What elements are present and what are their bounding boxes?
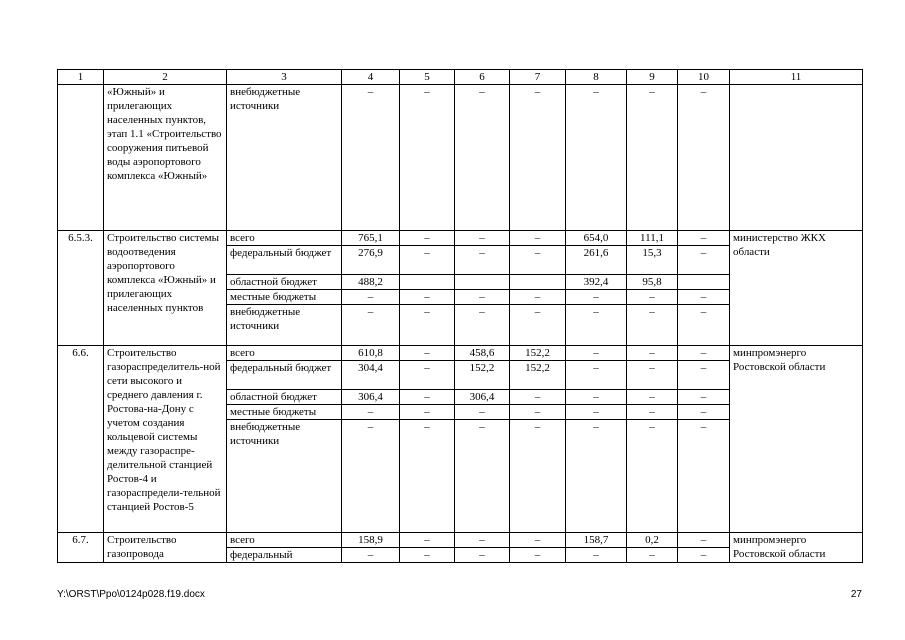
- funding-source: всего: [227, 346, 342, 361]
- value-cell: –: [627, 290, 678, 305]
- table-row: [58, 85, 863, 231]
- responsible: минпромэнерго Ростовской области: [730, 346, 863, 533]
- col-header: 7: [510, 70, 566, 85]
- value-cell: –: [510, 305, 566, 346]
- value-cell: –: [455, 246, 510, 275]
- funding-source: внебюджетные источники: [227, 85, 342, 231]
- item-description: Строительство системы водоотведения аэропортового комплекса «Южный» и прилегающих населенных пунктов: [104, 231, 227, 346]
- value-cell: 488,2: [342, 275, 400, 290]
- value-cell: –: [678, 548, 730, 563]
- value-cell: –: [510, 405, 566, 420]
- value-cell: 95,8: [627, 275, 678, 290]
- value-cell: 15,3: [627, 246, 678, 275]
- value-cell: –: [342, 305, 400, 346]
- table-row: [58, 533, 863, 548]
- value-cell: 610,8: [342, 346, 400, 361]
- value-cell: –: [566, 305, 627, 346]
- value-cell: –: [678, 346, 730, 361]
- value-cell: –: [678, 246, 730, 275]
- value-cell: 152,2: [455, 361, 510, 390]
- value-cell: –: [627, 346, 678, 361]
- value-cell: 765,1: [342, 231, 400, 246]
- table-row: [58, 231, 863, 246]
- value-cell: –: [455, 231, 510, 246]
- value-cell: –: [627, 390, 678, 405]
- value-cell: –: [678, 231, 730, 246]
- col-header: 11: [730, 70, 863, 85]
- funding-source: федеральный: [227, 548, 342, 563]
- value-cell: [455, 275, 510, 290]
- program-table: [57, 69, 863, 563]
- value-cell: –: [510, 246, 566, 275]
- value-cell: –: [566, 290, 627, 305]
- value-cell: –: [400, 231, 455, 246]
- value-cell: –: [678, 290, 730, 305]
- value-cell: –: [627, 548, 678, 563]
- value-cell: –: [627, 85, 678, 231]
- value-cell: –: [342, 85, 400, 231]
- value-cell: –: [566, 85, 627, 231]
- value-cell: –: [678, 305, 730, 346]
- col-header: 10: [678, 70, 730, 85]
- value-cell: –: [400, 85, 455, 231]
- col-header: 5: [400, 70, 455, 85]
- funding-source: местные бюджеты: [227, 290, 342, 305]
- funding-source: федеральный бюджет: [227, 246, 342, 275]
- value-cell: –: [455, 420, 510, 533]
- value-cell: –: [510, 420, 566, 533]
- value-cell: –: [678, 390, 730, 405]
- col-header: 4: [342, 70, 400, 85]
- col-header: 3: [227, 70, 342, 85]
- value-cell: –: [400, 305, 455, 346]
- value-cell: –: [627, 420, 678, 533]
- item-number: 6.6.: [58, 346, 104, 533]
- col-header: 9: [627, 70, 678, 85]
- value-cell: –: [678, 420, 730, 533]
- value-cell: [510, 275, 566, 290]
- value-cell: –: [342, 405, 400, 420]
- value-cell: –: [566, 420, 627, 533]
- item-number: [58, 85, 104, 231]
- funding-source: местные бюджеты: [227, 405, 342, 420]
- value-cell: –: [510, 533, 566, 548]
- value-cell: –: [627, 361, 678, 390]
- page-number: 27: [850, 589, 862, 600]
- col-header: 1: [58, 70, 104, 85]
- col-header: 8: [566, 70, 627, 85]
- funding-source: федеральный бюджет: [227, 361, 342, 390]
- funding-source: всего: [227, 231, 342, 246]
- funding-source: областной бюджет: [227, 275, 342, 290]
- value-cell: –: [678, 405, 730, 420]
- value-cell: –: [400, 246, 455, 275]
- item-number: 6.7.: [58, 533, 104, 563]
- value-cell: –: [566, 361, 627, 390]
- value-cell: –: [455, 405, 510, 420]
- value-cell: 458,6: [455, 346, 510, 361]
- value-cell: –: [510, 548, 566, 563]
- value-cell: –: [510, 290, 566, 305]
- value-cell: –: [400, 548, 455, 563]
- value-cell: –: [566, 346, 627, 361]
- value-cell: 654,0: [566, 231, 627, 246]
- value-cell: 152,2: [510, 361, 566, 390]
- value-cell: –: [342, 420, 400, 533]
- value-cell: –: [510, 390, 566, 405]
- value-cell: –: [400, 346, 455, 361]
- value-cell: –: [455, 305, 510, 346]
- value-cell: –: [400, 361, 455, 390]
- value-cell: –: [400, 420, 455, 533]
- responsible: [730, 85, 863, 231]
- value-cell: –: [566, 390, 627, 405]
- value-cell: –: [342, 548, 400, 563]
- value-cell: 304,4: [342, 361, 400, 390]
- col-header: 2: [104, 70, 227, 85]
- value-cell: –: [678, 85, 730, 231]
- value-cell: –: [678, 361, 730, 390]
- value-cell: 276,9: [342, 246, 400, 275]
- value-cell: –: [566, 405, 627, 420]
- responsible: минпромэнерго Ростовской области: [730, 533, 863, 563]
- value-cell: [400, 275, 455, 290]
- item-description: Строительство газопровода: [104, 533, 227, 563]
- responsible: министерство ЖКХ области: [730, 231, 863, 346]
- value-cell: [678, 275, 730, 290]
- value-cell: 306,4: [455, 390, 510, 405]
- funding-source: внебюджетные источники: [227, 305, 342, 346]
- value-cell: 392,4: [566, 275, 627, 290]
- funding-source: областной бюджет: [227, 390, 342, 405]
- footer-file-path: Y:\ORST\Ppo\0124p028.f19.docx: [57, 589, 205, 600]
- item-description: «Южный» и прилегающих населенных пунктов, этап 1.1 «Строительство сооружения питьевой воды аэропортового комплекса «Южный»: [104, 85, 227, 231]
- funding-source: всего: [227, 533, 342, 548]
- value-cell: 158,9: [342, 533, 400, 548]
- funding-source: внебюджетные источники: [227, 420, 342, 533]
- col-header: 6: [455, 70, 510, 85]
- value-cell: 261,6: [566, 246, 627, 275]
- value-cell: –: [678, 533, 730, 548]
- value-cell: 152,2: [510, 346, 566, 361]
- value-cell: 0,2: [627, 533, 678, 548]
- value-cell: 306,4: [342, 390, 400, 405]
- value-cell: 111,1: [627, 231, 678, 246]
- value-cell: –: [510, 231, 566, 246]
- item-description: Строительство газораспределитель-ной сети высокого и среднего давления г. Ростова-на-Дону с учетом создания кольцевой системы между газораспре-делительной станцией Ростов-4 и газораспредели-тельной станцией Ростов-5: [104, 346, 227, 533]
- column-number-row: [58, 70, 863, 85]
- value-cell: –: [627, 305, 678, 346]
- value-cell: –: [566, 548, 627, 563]
- value-cell: –: [400, 390, 455, 405]
- value-cell: –: [455, 533, 510, 548]
- value-cell: –: [455, 85, 510, 231]
- value-cell: 158,7: [566, 533, 627, 548]
- value-cell: –: [400, 405, 455, 420]
- value-cell: –: [455, 290, 510, 305]
- value-cell: –: [342, 290, 400, 305]
- value-cell: –: [627, 405, 678, 420]
- value-cell: –: [455, 548, 510, 563]
- item-number: 6.5.3.: [58, 231, 104, 346]
- value-cell: –: [400, 290, 455, 305]
- value-cell: –: [400, 533, 455, 548]
- value-cell: –: [510, 85, 566, 231]
- table-row: [58, 346, 863, 361]
